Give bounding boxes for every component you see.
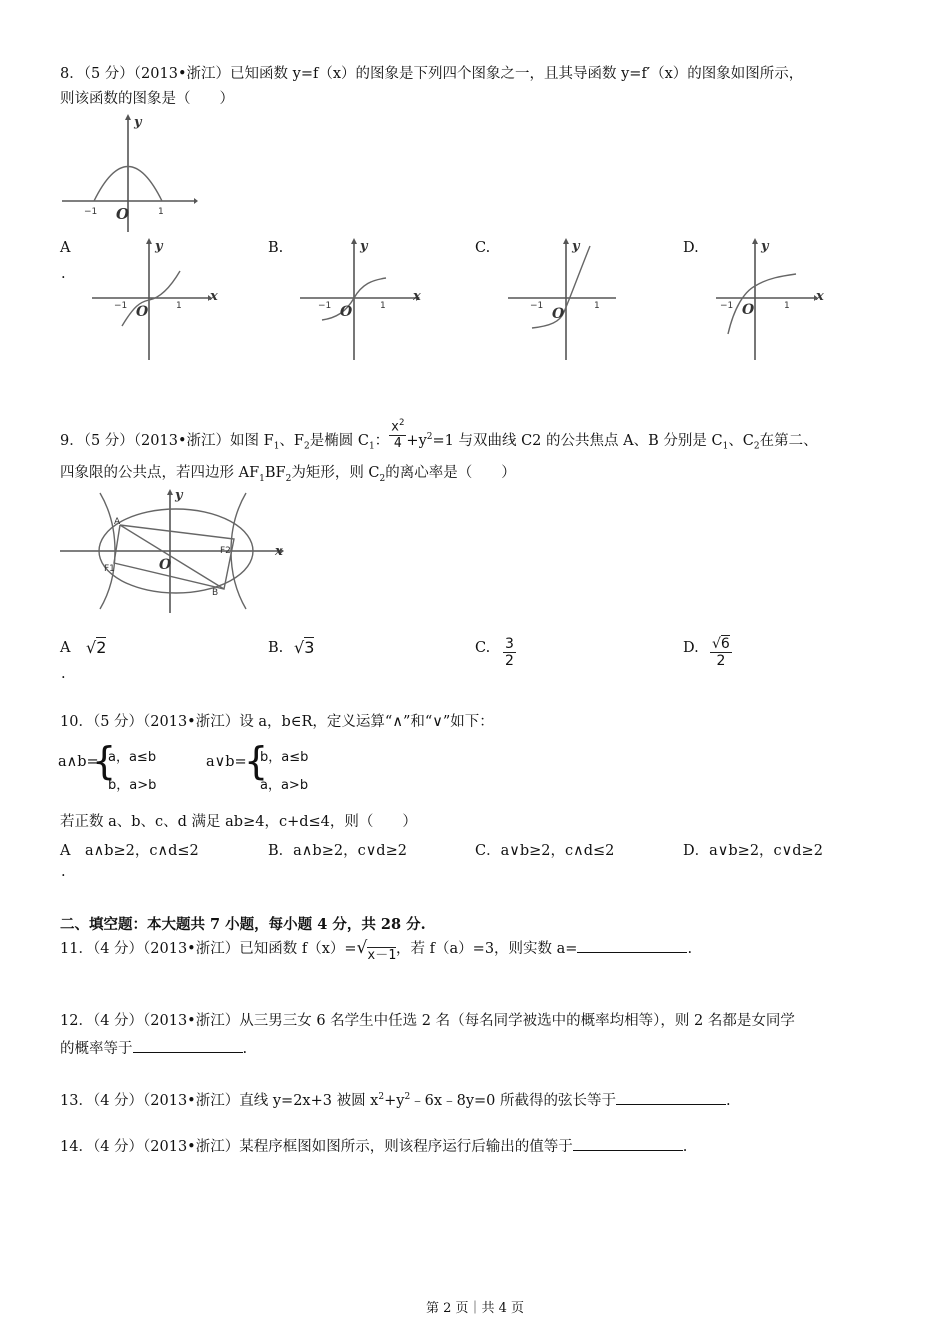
svg-text:−1: −1 — [114, 301, 128, 311]
svg-text:x: x — [816, 289, 824, 304]
q9-option-d[interactable]: D. — [683, 640, 699, 656]
svg-text:F1: F1 — [104, 564, 115, 574]
q11-answer-blank[interactable] — [577, 938, 687, 953]
svg-text:1: 1 — [784, 301, 790, 311]
svg-text:A: A — [114, 517, 121, 527]
q14: 14．（4 分）（2013•浙江）某程序框图如图所示，则该程序运行后输出的值等于 . — [60, 1136, 687, 1157]
q10-line1: 10．（5 分）（2013•浙江）设 a，b∈R，定义运算“∧”和“∨”如下： — [60, 714, 494, 730]
q9-ellipse-hyperbola-figure — [58, 487, 290, 615]
svg-text:−1: −1 — [530, 301, 544, 311]
q9-option-c-value: $\frac{3}{2}$ — [505, 636, 514, 669]
svg-text:O: O — [552, 306, 565, 322]
q12-answer-blank[interactable] — [133, 1038, 243, 1053]
page-footer: 第 2 页｜共 4 页 — [425, 1301, 525, 1316]
svg-text:−1: −1 — [720, 301, 734, 311]
svg-text:O: O — [159, 557, 172, 573]
q12-line1: 12．（4 分）（2013•浙江）从三男三女 6 名学生中任选 2 名（每名同学被选中的概率均相等），则 2 名都是女同学 — [60, 1013, 795, 1029]
q9-line2: 四象限的公共点，若四边形 $AF_1BF_2$为矩形，则 $C_2$的离心率是（ ） — [60, 465, 516, 484]
q13: 13．（4 分）（2013•浙江）直线 y=2x+3 被圆 $x^2+y^2﹣6x﹣8y=0$ 所截得的弦长等于 . — [60, 1087, 731, 1111]
svg-text:O: O — [340, 304, 353, 320]
q9-option-b-value: √3 — [294, 638, 315, 657]
q8-line2: 则该函数的图象是（ ） — [60, 91, 234, 107]
svg-text:1: 1 — [594, 301, 600, 311]
q8-option-a-graph — [88, 236, 223, 364]
q9-fraction: $\frac{x^2}{4}$ — [389, 415, 406, 452]
q10-condition: 若正数 a、b、c、d 满足 ab≥4，c+d≤4，则（ ） — [60, 814, 417, 830]
svg-text:x: x — [413, 289, 421, 304]
q8-option-b-graph — [296, 236, 431, 364]
svg-text:x: x — [275, 544, 283, 559]
q9-option-a[interactable]: A — [60, 640, 71, 656]
q10-option-b[interactable]: B．a∧b≥2，c∨d≥2 — [268, 843, 407, 859]
q14-answer-blank[interactable] — [573, 1136, 683, 1151]
q8-option-c[interactable]: C. — [475, 240, 491, 256]
q9-option-b[interactable]: B. — [268, 640, 284, 656]
q11: 11．（4 分）（2013•浙江）已知函数 f（x）=√x－1，若 f（a）=3，则实数 a= . — [60, 938, 693, 963]
q8-derivative-graph — [58, 112, 198, 237]
svg-text:O: O — [742, 302, 755, 318]
svg-text:F2: F2 — [220, 546, 231, 556]
q13-answer-blank[interactable] — [616, 1090, 726, 1105]
svg-text:y: y — [360, 239, 368, 254]
q9-option-a-value: √2 — [86, 638, 107, 657]
q8-option-d-graph — [712, 236, 847, 364]
q8-main-y-label: y — [134, 115, 142, 130]
svg-text:B: B — [212, 588, 219, 598]
q10-option-d[interactable]: D．a∨b≥2，c∨d≥2 — [683, 843, 823, 859]
q9-option-c[interactable]: C. — [475, 640, 491, 656]
svg-text:y: y — [761, 239, 769, 254]
svg-text:−1: −1 — [318, 301, 332, 311]
q8-option-a-dot: . — [61, 266, 66, 282]
svg-text:O: O — [136, 304, 149, 320]
svg-text:y: y — [572, 239, 580, 254]
q9-option-d-value: $\frac{√6}{2}$ — [712, 636, 730, 669]
q9-option-a-dot: . — [61, 666, 66, 682]
svg-text:y: y — [155, 239, 163, 254]
q12-line2: 的概率等于 . — [60, 1038, 247, 1059]
q10-option-a[interactable]: A a∧b≥2，c∧d≤2 — [60, 843, 199, 859]
q10-option-c[interactable]: C．a∨b≥2，c∧d≤2 — [475, 843, 615, 859]
svg-text:1: 1 — [380, 301, 386, 311]
q8-option-c-graph — [504, 236, 639, 364]
q8-main-origin: O — [116, 205, 130, 223]
q8-main-tick-neg1: −1 — [84, 207, 98, 217]
q10-option-a-dot: . — [61, 864, 66, 880]
svg-text:1: 1 — [176, 301, 182, 311]
svg-text:x: x — [210, 289, 218, 304]
q9-line1: 9．（5 分）（2013•浙江）如图 $F_1$、$F_2$是椭圆 $C_1$： $\frac{x^2}{4}$ $+y^2=1$ 与双曲线 C2 的公共焦点 A、B 分别是 $C_1$、$C_2$在第二、 — [60, 427, 818, 457]
q8-option-b[interactable]: B. — [268, 240, 284, 256]
q8-main-tick-1: 1 — [158, 207, 164, 217]
svg-text:y: y — [175, 488, 183, 503]
q8-option-d[interactable]: D. — [683, 240, 699, 256]
q8-option-a[interactable]: A — [60, 240, 71, 256]
section-fill-in-title: 二、填空题：本大题共 7 小题，每小题 4 分，共 28 分. — [60, 916, 426, 933]
q8-line1: 8．（5 分）（2013•浙江）已知函数 y=f（x）的图象是下列四个图象之一，且其导函数 y=f′（x）的图象如图所示， — [60, 66, 804, 82]
